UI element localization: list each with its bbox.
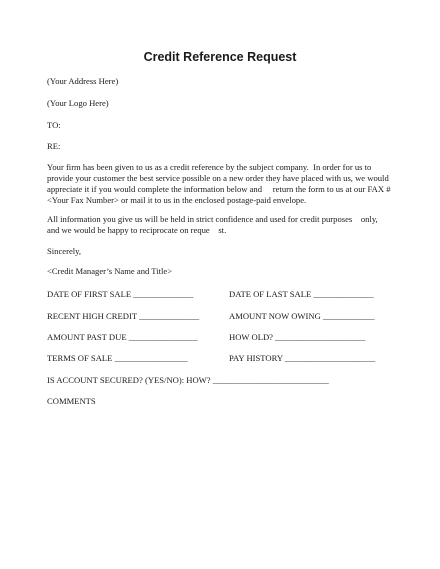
- how-old-field[interactable]: HOW OLD? _____________________: [229, 332, 366, 342]
- body-line-3: appreciate it if you would complete the information below and return the form to us at our FAX #: [47, 184, 391, 194]
- body-line-2: provide your customer the best service possible on a new order they have placed with us, we would: [47, 173, 389, 183]
- body-line-5: All information you give us will be held in strict confidence and used for credit purposes only,: [47, 214, 378, 224]
- to-label: TO:: [47, 120, 61, 130]
- amount-past-due-field[interactable]: AMOUNT PAST DUE ________________: [47, 332, 198, 342]
- terms-of-sale-field[interactable]: TERMS OF SALE _________________: [47, 353, 188, 363]
- logo-placeholder: (Your Logo Here): [47, 98, 109, 108]
- amount-now-owing-field[interactable]: AMOUNT NOW OWING ____________: [229, 311, 375, 321]
- comments-label: COMMENTS: [47, 396, 96, 406]
- re-label: RE:: [47, 141, 61, 151]
- pay-history-field[interactable]: PAY HISTORY _____________________: [229, 353, 376, 363]
- page-title: Credit Reference Request: [143, 50, 297, 64]
- account-secured-field[interactable]: IS ACCOUNT SECURED? (YES/NO): HOW? ___________________________: [47, 375, 329, 385]
- recent-high-credit-field[interactable]: RECENT HIGH CREDIT ______________: [47, 311, 200, 321]
- address-placeholder: (Your Address Here): [47, 76, 119, 86]
- date-of-first-sale-field[interactable]: DATE OF FIRST SALE ______________: [47, 289, 194, 299]
- body-line-4: <Your Fax Number> or mail it to us in the enclosed postage-paid envelope.: [47, 195, 307, 205]
- closing: Sincerely,: [47, 246, 82, 256]
- body-line-6: and we would be happy to reciprocate on reque st.: [47, 225, 227, 235]
- signature-placeholder: <Credit Manager’s Name and Title>: [47, 266, 173, 276]
- body-line-1: Your firm has been given to us as a credit reference by the subject company. In order for us to: [47, 162, 372, 172]
- date-of-last-sale-field[interactable]: DATE OF LAST SALE ______________: [229, 289, 374, 299]
